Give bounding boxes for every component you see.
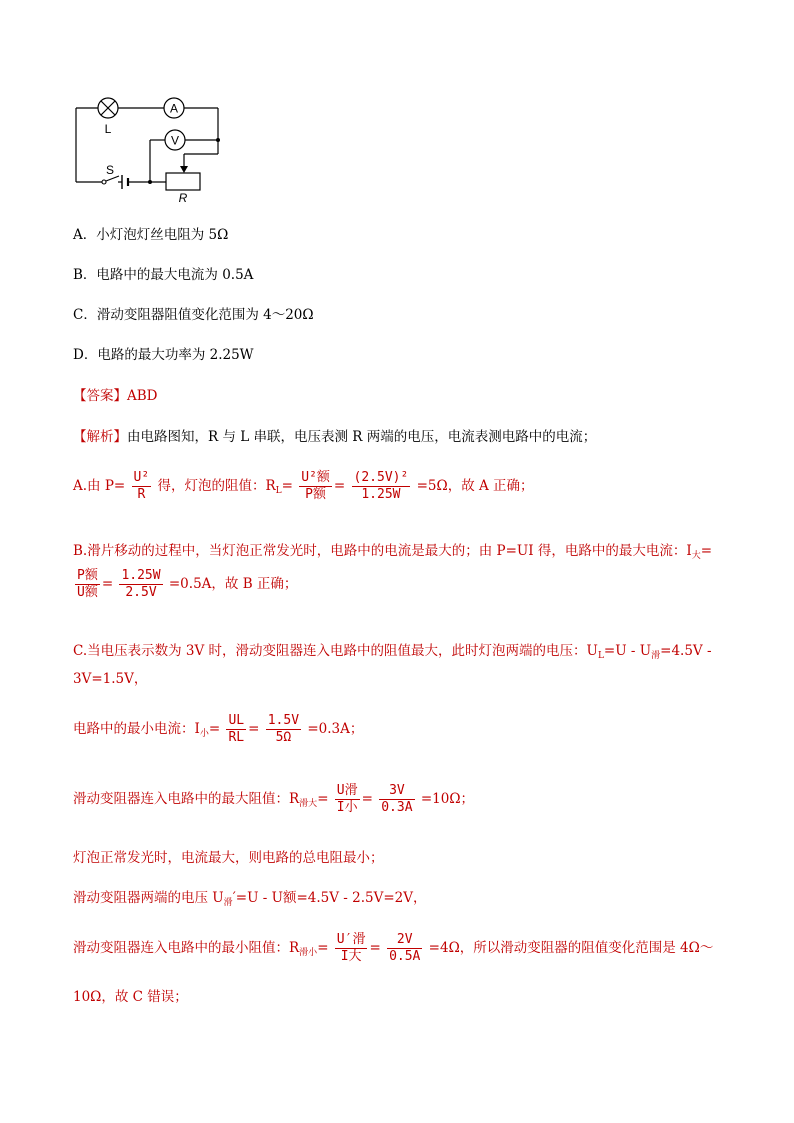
frac-numerator: 1.25W	[121, 568, 161, 583]
option-c: C．滑动变阻器阻值变化范围为 4～20Ω	[73, 307, 314, 323]
c-u-prefix: 滑动变阻器两端的电压 U	[73, 890, 224, 906]
frac-numerator: 3V	[379, 783, 414, 800]
frac-denominator: U额	[77, 585, 98, 600]
frac-numerator: U²	[133, 470, 150, 485]
battery-symbol	[122, 175, 128, 189]
frac-numerator: U′滑	[336, 932, 366, 947]
frac-denominator: RL	[228, 730, 245, 745]
option-d: D．电路的最大功率为 2.25W	[73, 347, 254, 363]
a-equals: =	[281, 478, 293, 494]
b-end: =0.5A，故 B 正确；	[168, 576, 298, 592]
formula-min-resistance-values	[387, 932, 422, 965]
switch-label: S	[105, 163, 115, 177]
formula-max-resistance	[335, 783, 360, 816]
lamp-symbol	[98, 98, 118, 118]
circuit-diagram	[66, 92, 236, 207]
formula-current-values	[119, 568, 162, 601]
answer-value: ABD	[127, 388, 158, 404]
frac-denominator: 5Ω	[275, 730, 292, 745]
c-text: C.当电压表示数为 3V 时，滑动变阻器连入电路中的阻值最大，此时灯泡两端的电压：U	[73, 643, 598, 659]
frac-denominator: 1.25W	[361, 487, 401, 502]
c-rmax-end: =10Ω；	[420, 791, 475, 807]
frac-numerator: (2.5V)²	[353, 470, 409, 485]
formula-min-resistance	[335, 932, 368, 965]
frac-denominator: 2.5V	[125, 585, 157, 600]
lamp-label: L	[104, 122, 112, 136]
svg-text:A: A	[169, 101, 179, 116]
analysis-a: A.由 P= $\frac{\text{U²}}{R}$ 得，灯泡的阻值：$R_L=$ $\frac{\text{U²额}}{\text{P额}}$ = $\frac{\text{(2.5V)²}}{1.25W}$ =5Ω，故 A 正确；	[73, 470, 534, 502]
formula-min-current	[226, 713, 246, 746]
formula-current	[75, 568, 100, 601]
subscript-slide-max: 滑大	[299, 799, 318, 809]
frac-numerator: P额	[77, 568, 98, 583]
subscript-min: 小	[199, 729, 209, 739]
frac-numerator: 1.5V	[267, 713, 300, 728]
formula-power	[132, 470, 152, 503]
c-min-equals: =	[208, 721, 221, 737]
analysis-c-conclusion: 10Ω，故 C 错误；	[73, 989, 188, 1005]
c-text-end: =4.5V -	[660, 643, 712, 659]
analysis-tag: 【解析】	[73, 429, 127, 445]
frac-denominator: P额	[305, 487, 326, 502]
analysis-c-line2: 3V=1.5V，	[73, 671, 148, 687]
frac-denominator: R	[137, 487, 146, 502]
subscript-slide: 滑	[223, 898, 233, 908]
frac-numerator: U滑	[336, 783, 358, 798]
c-rmin-end: =4Ω，所以滑动变阻器的阻值变化范围是 4Ω～	[428, 940, 714, 956]
c-text-tail: =U - U	[603, 643, 652, 659]
analysis-c-total-resistance: 灯泡正常发光时，电流最大，则电路的总电阻最小；	[73, 850, 384, 866]
c-min-prefix: 电路中的最小电流：I	[73, 721, 200, 737]
subscript-max: 大	[691, 551, 701, 561]
frac-denominator: 0.3A	[381, 800, 413, 815]
subscript-slide: 滑	[651, 651, 661, 661]
b-text: B.滑片移动的过程中，当灯泡正常发光时，电路中的电流是最大的；由 P=UI 得，电路中的最大电流：I	[73, 543, 692, 559]
option-b: B．电路中的最大电流为 0.5A	[73, 267, 254, 283]
analysis-intro-text: 由电路图知，R 与 L 串联，电压表测 R 两端的电压，电流表测电路中的电流；	[127, 429, 597, 445]
option-a: A．小灯泡灯丝电阻为 5Ω	[73, 227, 229, 243]
c-min-end: =0.3A；	[307, 721, 364, 737]
analysis-b-line1	[73, 545, 712, 561]
svg-text:V: V	[170, 133, 180, 148]
analysis-c-voltage	[73, 892, 427, 908]
rheostat-label: R	[178, 191, 188, 205]
c-u-end: ′=U - U额=4.5V - 2.5V=2V，	[232, 890, 427, 906]
subscript-L: L	[275, 486, 282, 496]
frac-numerator: 2V	[387, 932, 422, 949]
c-rmax-prefix: 滑动变阻器连入电路中的最大阻值：R	[73, 791, 300, 807]
analysis-b-line2: $\frac{\text{P额}}{\text{U额}}$ = $\frac{1.25W}{2.5V}$ =0.5A，故 B 正确；	[77, 568, 298, 600]
ammeter-symbol	[164, 98, 184, 118]
answer-tag: 【答案】	[73, 388, 127, 404]
b-equals: =	[700, 543, 713, 559]
formula-max-resistance-values	[379, 783, 414, 816]
frac-denominator: 0.5A	[389, 949, 421, 964]
a-prefix: A.由 P=	[73, 478, 126, 494]
analysis-c-min-current: 电路中的最小电流：$I_小=$ $\frac{UL}{RL}$ = $\frac{1.5V}{5\Omega}$ =0.3A；	[73, 713, 364, 745]
frac-numerator: U²额	[301, 470, 330, 485]
formula-resistance-values	[352, 470, 411, 503]
analysis-c-max-resistance: 滑动变阻器连入电路中的最大阻值：$R_{滑大}=$ $\frac{\text{U滑}}{\text{I小}}$ = $\frac{3V}{0.3A}$ =10Ω；	[73, 783, 475, 815]
slider-arrow-icon	[180, 166, 188, 173]
subscript-slide-min: 滑小	[299, 948, 318, 958]
switch-symbol	[102, 176, 119, 184]
frac-denominator: I大	[340, 949, 362, 964]
frac-numerator: UL	[228, 713, 245, 728]
analysis-c-line1	[73, 645, 712, 661]
subscript-L: L	[597, 651, 604, 661]
frac-denominator: I小	[336, 800, 358, 815]
c-rmin-prefix: 滑动变阻器连入电路中的最小阻值：R	[73, 940, 300, 956]
formula-resistance	[299, 470, 332, 503]
voltmeter-symbol	[165, 130, 185, 150]
junction-dot	[216, 138, 220, 142]
analysis-intro	[73, 431, 596, 445]
a-middle: 得，灯泡的阻值：R	[157, 478, 276, 494]
formula-min-current-values	[266, 713, 301, 746]
junction-dot	[148, 180, 152, 184]
a-end: =5Ω，故 A 正确；	[416, 478, 534, 494]
answer-line	[73, 390, 158, 404]
analysis-c-min-resistance: 滑动变阻器连入电路中的最小阻值：$R_{滑小}=$ $\frac{\text{U′滑}}{\text{I大}}$ = $\frac{2V}{0.5A}$ =4Ω，所以滑动变阻器的阻值变化范围是 4Ω～	[73, 932, 714, 964]
